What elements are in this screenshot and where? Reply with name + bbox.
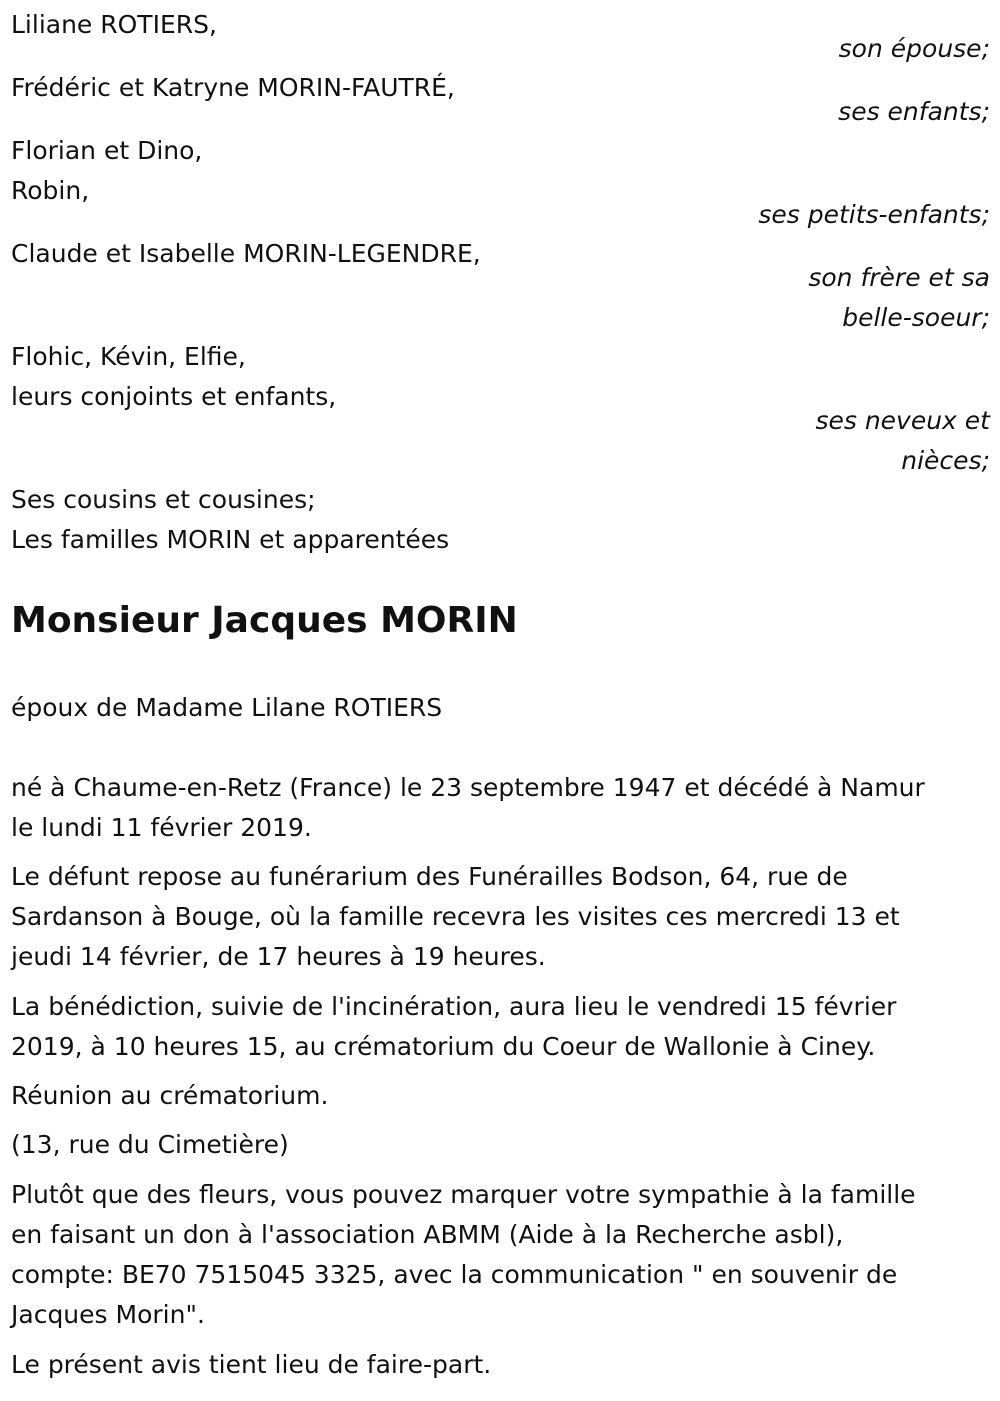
grandchildren-line-2: Robin,: [11, 176, 90, 205]
spouse-of-line: époux de Madame Lilane ROTIERS: [11, 693, 443, 722]
closing-line: Le présent avis tient lieu de faire-part.: [11, 1350, 492, 1379]
birth-death-line-1: né à Chaume-en-Retz (France) le 23 septembre 1947 et décédé à Namur: [11, 773, 925, 802]
nephews-role-line-1: ses neveux et: [815, 406, 990, 435]
grandchildren-role: ses petits-enfants;: [758, 200, 990, 229]
visitation-line-1: Le défunt repose au funérarium des Funérailles Bodson, 64, rue de: [11, 862, 848, 891]
address-line: (13, rue du Cimetière): [11, 1130, 289, 1159]
nephews-line-2: leurs conjoints et enfants,: [11, 382, 337, 411]
children-names: Frédéric et Katryne MORIN-FAUTRÉ,: [11, 73, 455, 102]
spouse-role: son épouse;: [838, 34, 990, 63]
deceased-name: Monsieur Jacques MORIN: [11, 600, 518, 641]
donation-line-1: Plutôt que des fleurs, vous pouvez marquer votre sympathie à la famille: [11, 1180, 916, 1209]
visitation-line-2: Sardanson à Bouge, où la famille recevra les visites ces mercredi 13 et: [11, 902, 900, 931]
ceremony-line-1: La bénédiction, suivie de l'incinération, aura lieu le vendredi 15 février: [11, 992, 897, 1021]
children-role: ses enfants;: [838, 97, 990, 126]
donation-line-2: en faisant un don à l'association ABMM (Aide à la Recherche asbl),: [11, 1220, 844, 1249]
visitation-line-3: jeudi 14 février, de 17 heures à 19 heures.: [11, 942, 546, 971]
spouse-name: Liliane ROTIERS,: [11, 10, 217, 39]
sibling-role-line-2: belle-soeur;: [842, 303, 990, 332]
nephews-role-line-2: nièces;: [901, 446, 990, 475]
sibling-role-line-1: son frère et sa: [808, 263, 990, 292]
grandchildren-line-1: Florian et Dino,: [11, 136, 203, 165]
birth-death-line-2: le lundi 11 février 2019.: [11, 813, 312, 842]
families-line: Les familles MORIN et apparentées: [11, 525, 450, 554]
sibling-names: Claude et Isabelle MORIN-LEGENDRE,: [11, 239, 481, 268]
meeting-line: Réunion au crématorium.: [11, 1081, 329, 1110]
ceremony-line-2: 2019, à 10 heures 15, au crématorium du Coeur de Wallonie à Ciney.: [11, 1032, 876, 1061]
donation-line-4: Jacques Morin".: [11, 1300, 205, 1329]
cousins-line: Ses cousins et cousines;: [11, 485, 316, 514]
donation-line-3: compte: BE70 7515045 3325, avec la communication " en souvenir de: [11, 1260, 898, 1289]
nephews-line-1: Flohic, Kévin, Elfie,: [11, 342, 246, 371]
